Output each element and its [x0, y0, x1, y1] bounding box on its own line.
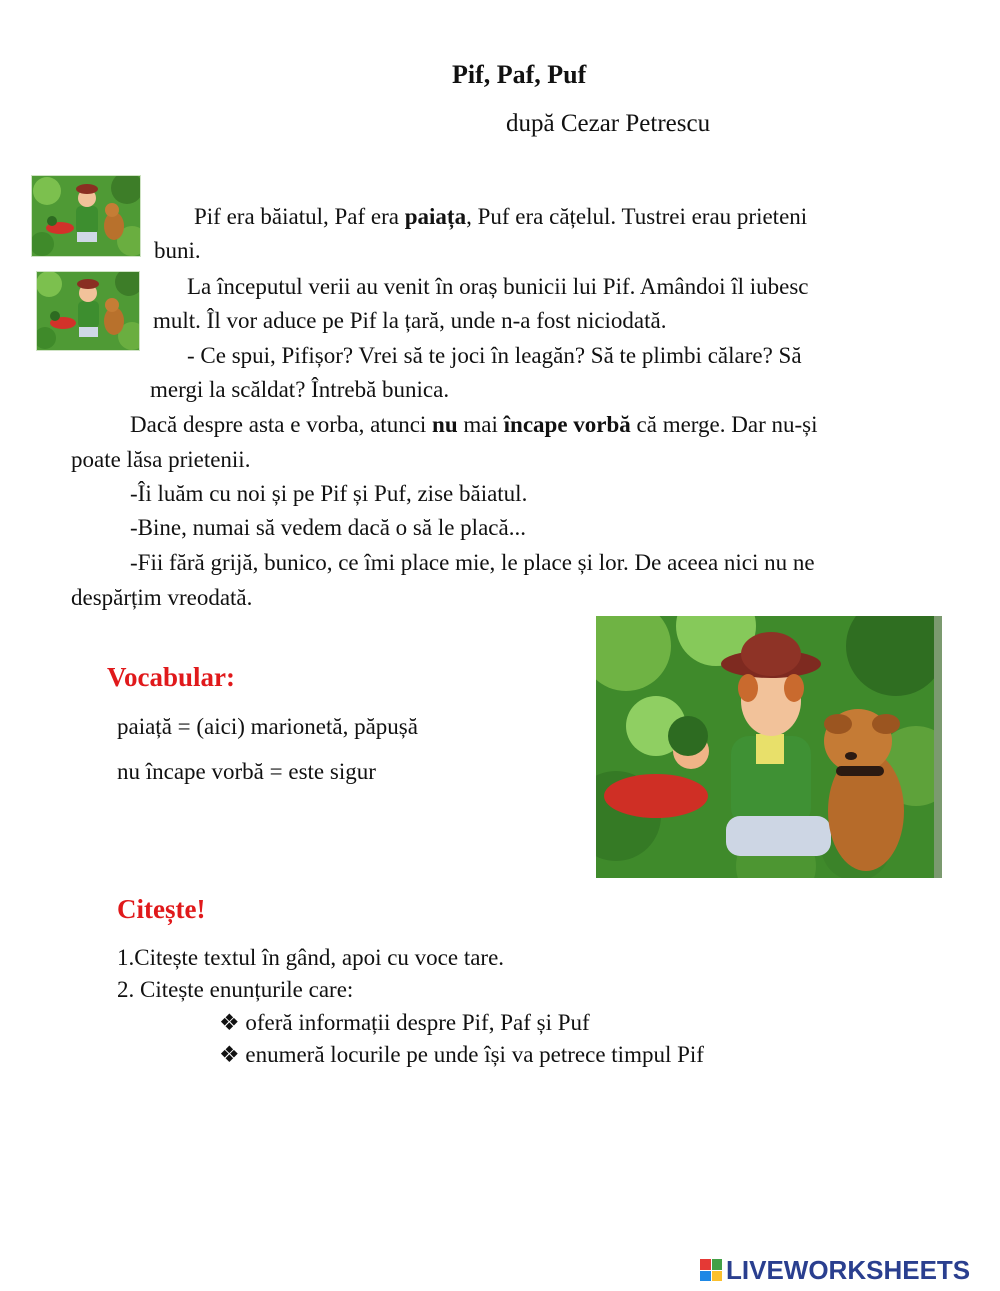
- citeste-heading: Citește!: [117, 894, 206, 924]
- bullet-item: ❖ enumeră locurile pe unde își va petrece timpul Pif: [219, 1042, 704, 1067]
- bullet-item: ❖ oferă informații despre Pif, Paf și Puf: [219, 1010, 590, 1035]
- story-paragraph-6: -Bine, numai să vedem dacă o să le placă...: [130, 515, 526, 540]
- diamond-bullet-icon: ❖: [219, 1042, 240, 1067]
- story-paragraph-2: La începutul verii au venit în oraș bunicii lui Pif. Amândoi îl iubesc: [187, 274, 809, 299]
- vocabular-heading: Vocabular:: [107, 662, 236, 692]
- task-item: 2. Citește enunțurile care:: [117, 977, 354, 1002]
- vocabular-item: paiață = (aici) marionetă, păpușă: [117, 714, 418, 739]
- author-line: după Cezar Petrescu: [506, 110, 711, 137]
- illustration-main: [596, 616, 942, 878]
- diamond-bullet-icon: ❖: [219, 1010, 240, 1035]
- task-item: 1.Citește textul în gând, apoi cu voce tare.: [117, 945, 505, 970]
- story-paragraph-1: Pif era băiatul, Paf era paiața, Puf era cățelul. Tustrei erau prieteni: [194, 204, 808, 229]
- liveworksheets-logo[interactable]: [700, 1253, 970, 1287]
- vocabular-item: nu încape vorbă = este sigur: [117, 759, 376, 784]
- page-title: Pif, Paf, Puf: [452, 60, 587, 89]
- illustration-thumbnail-2: [36, 271, 140, 351]
- logo-text: LIVEWORKSHEETS: [726, 1254, 971, 1285]
- story-line: poate lăsa prietenii.: [71, 447, 251, 472]
- story-line: buni.: [154, 238, 201, 263]
- illustration-thumbnail-1: [31, 175, 141, 257]
- story-line: mult. Îl vor aduce pe Pif la țară, unde n-a fost niciodată.: [153, 308, 667, 333]
- logo-squares-icon: [700, 1259, 722, 1281]
- story-paragraph-4: Dacă despre asta e vorba, atunci nu mai încape vorbă că merge. Dar nu-și: [130, 412, 818, 437]
- story-line: despărțim vreodată.: [71, 585, 253, 610]
- story-line: mergi la scăldat? Întrebă bunica.: [150, 377, 450, 402]
- story-paragraph-5: -Îi luăm cu noi și pe Pif și Puf, zise băiatul.: [130, 481, 528, 506]
- story-paragraph-7: -Fii fără grijă, bunico, ce îmi place mie, le place și lor. De aceea nici nu ne: [130, 550, 815, 575]
- story-paragraph-3: - Ce spui, Pifișor? Vrei să te joci în leagăn? Să te plimbi călare? Să: [187, 343, 802, 368]
